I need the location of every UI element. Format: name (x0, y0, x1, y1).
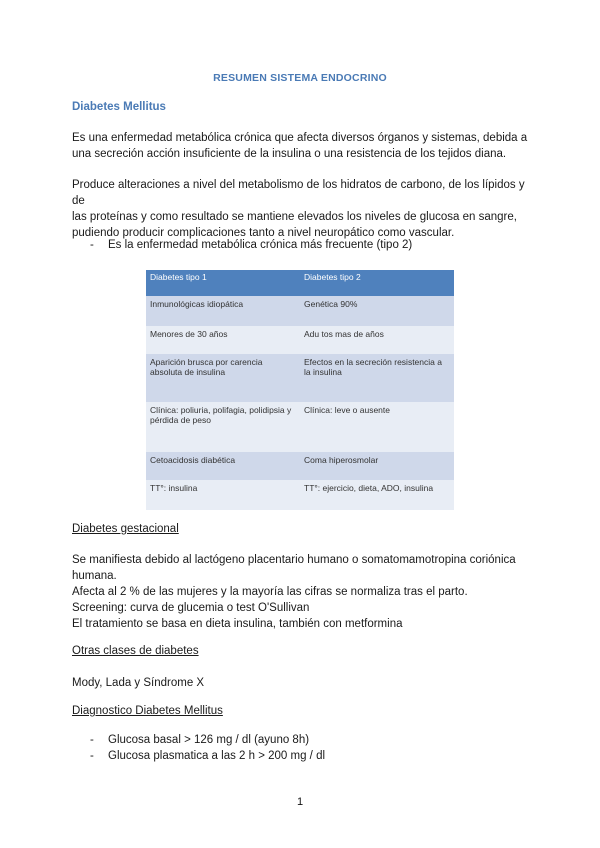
text-line: Afecta al 2 % de las mujeres y la mayoría las cifras se normaliza tras el parto. (72, 586, 468, 598)
table-header-row (146, 270, 454, 296)
section-heading-diabetes-mellitus: Diabetes Mellitus (72, 101, 166, 113)
text-line: Mody, Lada y Síndrome X (72, 677, 205, 689)
table-cell: Efectos en la secreción resistencia a la insulina (300, 354, 454, 402)
table-row (146, 452, 454, 480)
table-cell: Adu tos mas de años (300, 326, 454, 354)
diabetes-types-table (146, 270, 454, 510)
page-number: 1 (296, 796, 304, 808)
bullet-item (90, 239, 412, 251)
section-heading-diabetes-gestacional: Diabetes gestacional (72, 523, 179, 535)
paragraph-definition (72, 130, 532, 162)
table-row (146, 354, 454, 402)
text-line: pudiendo producir complicaciones tanto a nivel neuropático como vascular. (72, 227, 455, 239)
table-cell: Cetoacidosis diabética (146, 452, 300, 480)
table-cell: Coma hiperosmolar (300, 452, 454, 480)
table-row (146, 480, 454, 510)
text-line: Se manifiesta debido al lactógeno placentario humano o somatomamotropina coriónica (72, 554, 516, 566)
bullet-text: Es la enfermedad metabólica crónica más frecuente (tipo 2) (108, 239, 413, 251)
text-line: Es una enfermedad metabólica crónica que afecta diversos órganos y sistemas, debida a (72, 132, 528, 144)
table-cell: TT°: insulina (146, 480, 300, 510)
table-cell: Aparición brusca por carencia absoluta de insulina (146, 354, 300, 402)
table-row (146, 402, 454, 452)
paragraph-alterations (72, 177, 532, 241)
table-cell: Inmunológicas idiopática (146, 296, 300, 326)
table-row (146, 326, 454, 354)
text-line: las proteínas y como resultado se mantiene elevados los niveles de glucosa en sangre, (72, 211, 517, 223)
bullet-dash: - (90, 239, 94, 251)
table-cell: Clínica: leve o ausente (300, 402, 454, 452)
table-cell: Genética 90% (300, 296, 454, 326)
section-heading-diagnostico: Diagnostico Diabetes Mellitus (72, 705, 223, 717)
bullet-dash: - (90, 734, 94, 746)
bullet-dash: - (90, 750, 94, 762)
bullet-text: Glucosa basal > 126 mg / dl (ayuno 8h) (108, 734, 310, 746)
text-line: El tratamiento se basa en dieta insulina, también con metformina (72, 618, 403, 630)
document-title: RESUMEN SISTEMA ENDOCRINO (213, 72, 387, 84)
table-header-cell: Diabetes tipo 2 (300, 270, 454, 296)
bullet-item (90, 750, 325, 762)
paragraph-other-types (72, 675, 532, 691)
bullet-text: Glucosa plasmatica a las 2 h > 200 mg / dl (108, 750, 326, 762)
table-row (146, 296, 454, 326)
table-cell: TT°: ejercicio, dieta, ADO, insulina (300, 480, 454, 510)
table-cell: Clínica: poliuria, polifagia, polidipsia y pérdida de peso (146, 402, 300, 452)
text-line: una secreción acción insuficiente de la insulina o una resistencia de los tejidos diana. (72, 148, 507, 160)
text-line: Produce alteraciones a nivel del metabolismo de los hidratos de carbono, de los lípidos y de (72, 179, 525, 207)
table-cell: Menores de 30 años (146, 326, 300, 354)
paragraph-gestational (72, 552, 542, 632)
text-line: Screening: curva de glucemia o test O'Sullivan (72, 602, 310, 614)
section-heading-otras-clases: Otras clases de diabetes (72, 645, 199, 657)
table-header-cell: Diabetes tipo 1 (146, 270, 300, 296)
text-line: humana. (72, 570, 117, 582)
bullet-item (90, 734, 309, 746)
